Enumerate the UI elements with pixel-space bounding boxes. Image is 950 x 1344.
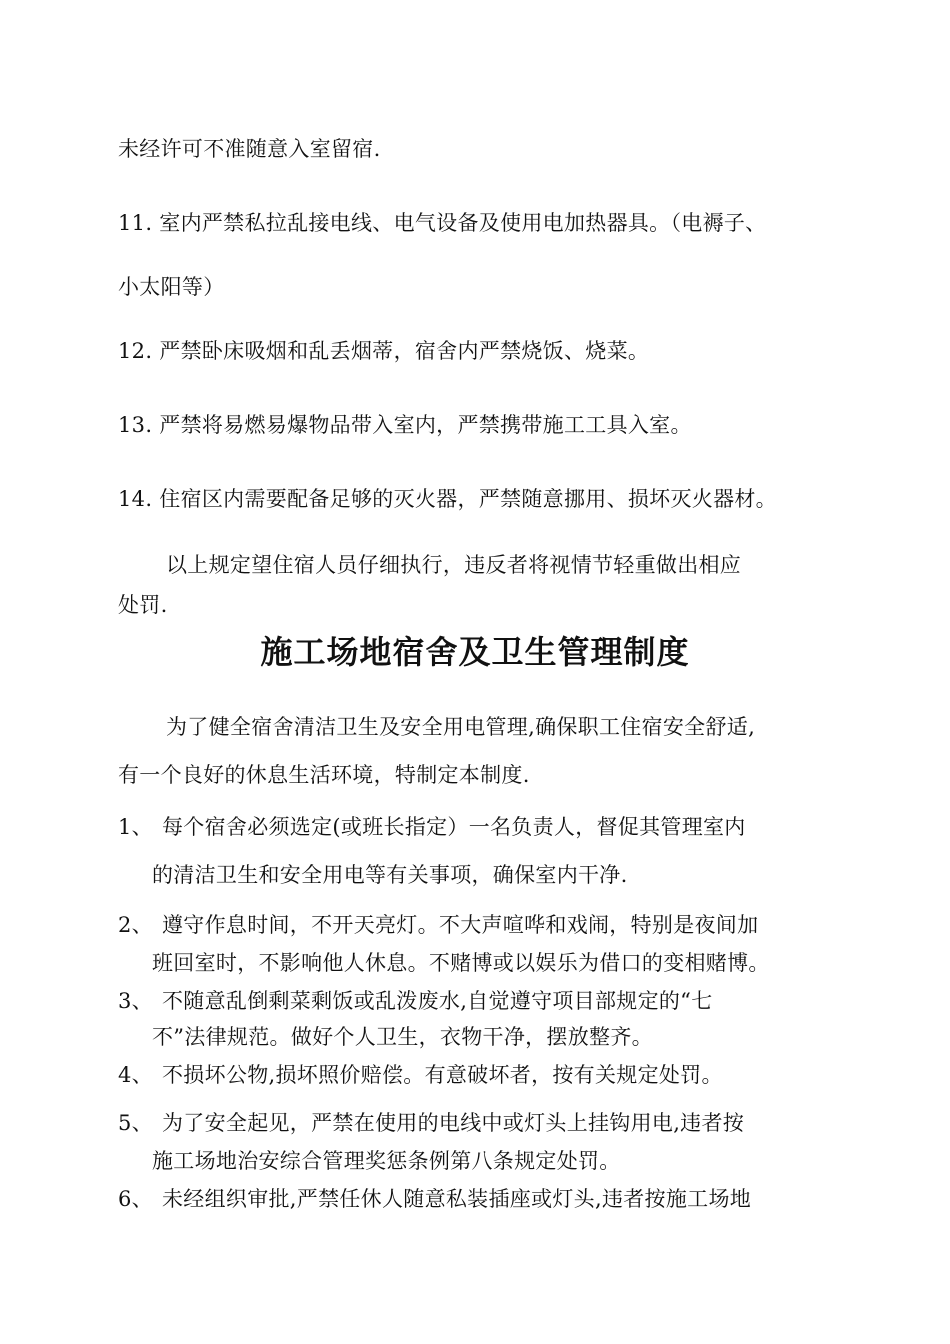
list-item-number: 4、	[118, 1063, 153, 1087]
list-item-number: 1、	[118, 815, 153, 839]
list-item-text-continued: 施工场地治安综合管理奖惩条例第八条规定处罚。	[152, 1149, 621, 1173]
list-item-number: 5、	[118, 1111, 153, 1135]
list-item-text: 遵守作息时间，不开天亮灯。不大声喧哗和戏闹，特别是夜间加	[162, 913, 759, 937]
list-item-text: 为了安全起见，严禁在使用的电线中或灯头上挂钩用电,违者按	[162, 1111, 745, 1135]
rule-item-13: 13. 严禁将易燃易爆物品带入室内，严禁携带施工工具入室。	[118, 413, 692, 437]
rule-item-12: 12. 严禁卧床吸烟和乱丢烟蒂，宿舍内严禁烧饭、烧菜。	[118, 339, 650, 363]
list-item-text: 每个宿舍必须选定(或班长指定）一名负责人，督促其管理室内	[162, 815, 746, 839]
list-item-text-continued: 的清洁卫生和安全用电等有关事项，确保室内干净.	[152, 863, 628, 887]
section-title: 施工场地宿舍及卫生管理制度	[260, 633, 690, 671]
list-item-number: 6、	[118, 1187, 153, 1211]
list-item-text: 不随意乱倒剩菜剩饭或乱泼废水,自觉遵守项目部规定的“七	[162, 989, 713, 1013]
list-item-text-continued: 不”法律规范。做好个人卫生，衣物干净，摆放整齐。	[152, 1025, 653, 1049]
closing-paragraph-continued: 处罚.	[118, 593, 168, 617]
rule-item-11-continued: 小太阳等）	[118, 275, 225, 299]
rule-item-11: 11. 室内严禁私拉乱接电线、电气设备及使用电加热器具。（电褥子、	[118, 211, 767, 235]
list-item-text: 不损坏公物,损坏照价赔偿。有意破坏者，按有关规定处罚。	[162, 1063, 723, 1087]
list-item-text: 未经组织审批,严禁任休人随意私装插座或灯头,违者按施工场地	[162, 1187, 752, 1211]
list-item-number: 3、	[118, 989, 153, 1013]
intro-paragraph: 为了健全宿舍清洁卫生及安全用电管理,确保职工住宿安全舒适,	[166, 715, 756, 739]
rule-item-14: 14. 住宿区内需要配备足够的灭火器，严禁随意挪用、损坏灭火器材。	[118, 487, 777, 511]
list-item-number: 2、	[118, 913, 153, 937]
list-item-text-continued: 班回室时，不影响他人休息。不赌博或以娱乐为借口的变相赌博。	[152, 951, 770, 975]
text-line: 未经许可不准随意入室留宿.	[118, 137, 381, 161]
intro-paragraph-continued: 有一个良好的休息生活环境，特制定本制度.	[118, 763, 530, 787]
closing-paragraph: 以上规定望住宿人员仔细执行，违反者将视情节轻重做出相应	[166, 553, 742, 577]
